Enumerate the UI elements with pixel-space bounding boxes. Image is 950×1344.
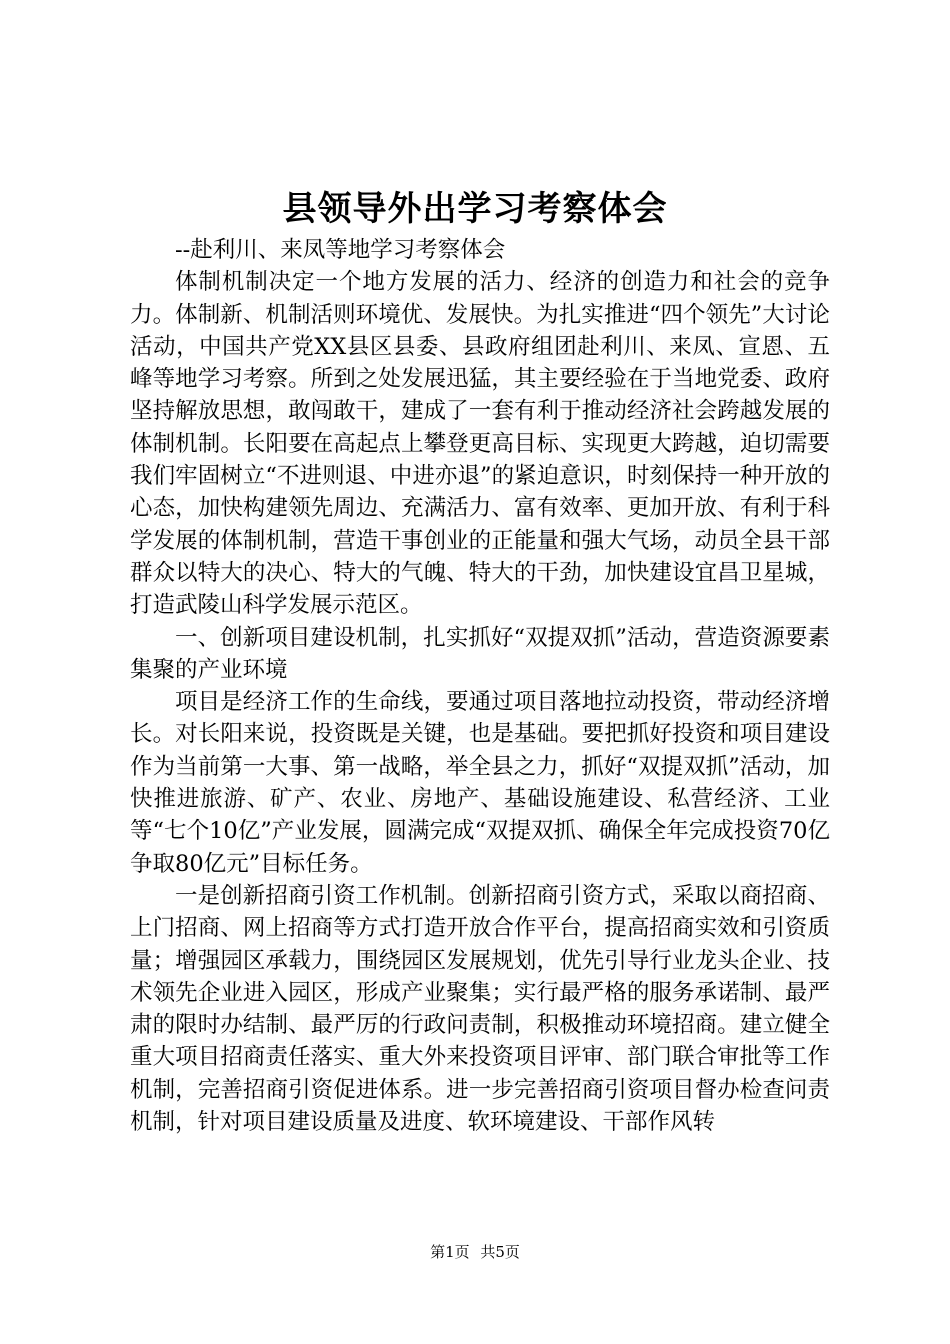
subtitle-paragraph: --赴利川、来凤等地学习考察体会 bbox=[175, 237, 506, 263]
document-body bbox=[130, 234, 830, 1138]
section-heading: 一、创新项目建设机制，扎实抓好“双提双抓”活动，营造资源要素集聚的产业环境 bbox=[130, 624, 830, 683]
document-title: 县领导外出学习考察体会 bbox=[282, 189, 668, 229]
body-paragraph: 体制机制决定一个地方发展的活力、经济的创造力和社会的竞争力。体制新、机制活则环境优、发展快。为扎实推进“四个领先”大讨论活动，中国共产党XX县区县委、县政府组团赴利川、来凤、宣恩、五峰等地学习考察。所到之处发展迅猛，其主要经验在于当地党委、政府坚持解放思想，敢闯敢干，建成了一套有利于推动经济社会跨越发展的体制机制。长阳要在高起点上攀登更高目标、实现更大跨越，迫切需要我们牢固树立“不进则退、中进亦退”的紧迫意识，时刻保持一种开放的心态，加快构建领先周边、充满活力、富有效率、更加开放、有利于科学发展的体制机制，营造干事创业的正能量和强大气场，动员全县干部群众以特大的决心、特大的气魄、特大的干劲，加快建设宜昌卫星城，打造武陵山科学发展示范区。 bbox=[130, 269, 830, 619]
page-footer bbox=[0, 1240, 950, 1264]
page-total: 共5页 bbox=[480, 1243, 520, 1261]
body-paragraph: 一是创新招商引资工作机制。创新招商引资方式，采取以商招商、上门招商、网上招商等方式打造开放合作平台，提高招商实效和引资质量；增强园区承载力，围绕园区发展规划，优先引导行业龙头企业、技术领先企业进入园区，形成产业聚集；实行最严格的服务承诺制、最严肃的限时办结制、最严厉的行政问责制，积极推动环境招商。建立健全重大项目招商责任落实、重大外来投资项目评审、部门联合审批等工作机制，完善招商引资促进体系。进一步完善招商引资项目督办检查问责机制，针对项目建设质量及进度、软环境建设、干部作风转 bbox=[130, 882, 830, 1136]
body-paragraph: 项目是经济工作的生命线，要通过项目落地拉动投资，带动经济增长。对长阳来说，投资既是关键，也是基础。要把抓好投资和项目建设作为当前第一大事、第一战略，举全县之力，抓好“双提双抓”活动，加快推进旅游、矿产、农业、房地产、基础设施建设、私营经济、工业等“七个10亿”产业发展，圆满完成“双提双抓、确保全年完成投资70亿争取80亿元”目标任务。 bbox=[130, 689, 830, 877]
page-number: 第1页 bbox=[430, 1243, 470, 1261]
